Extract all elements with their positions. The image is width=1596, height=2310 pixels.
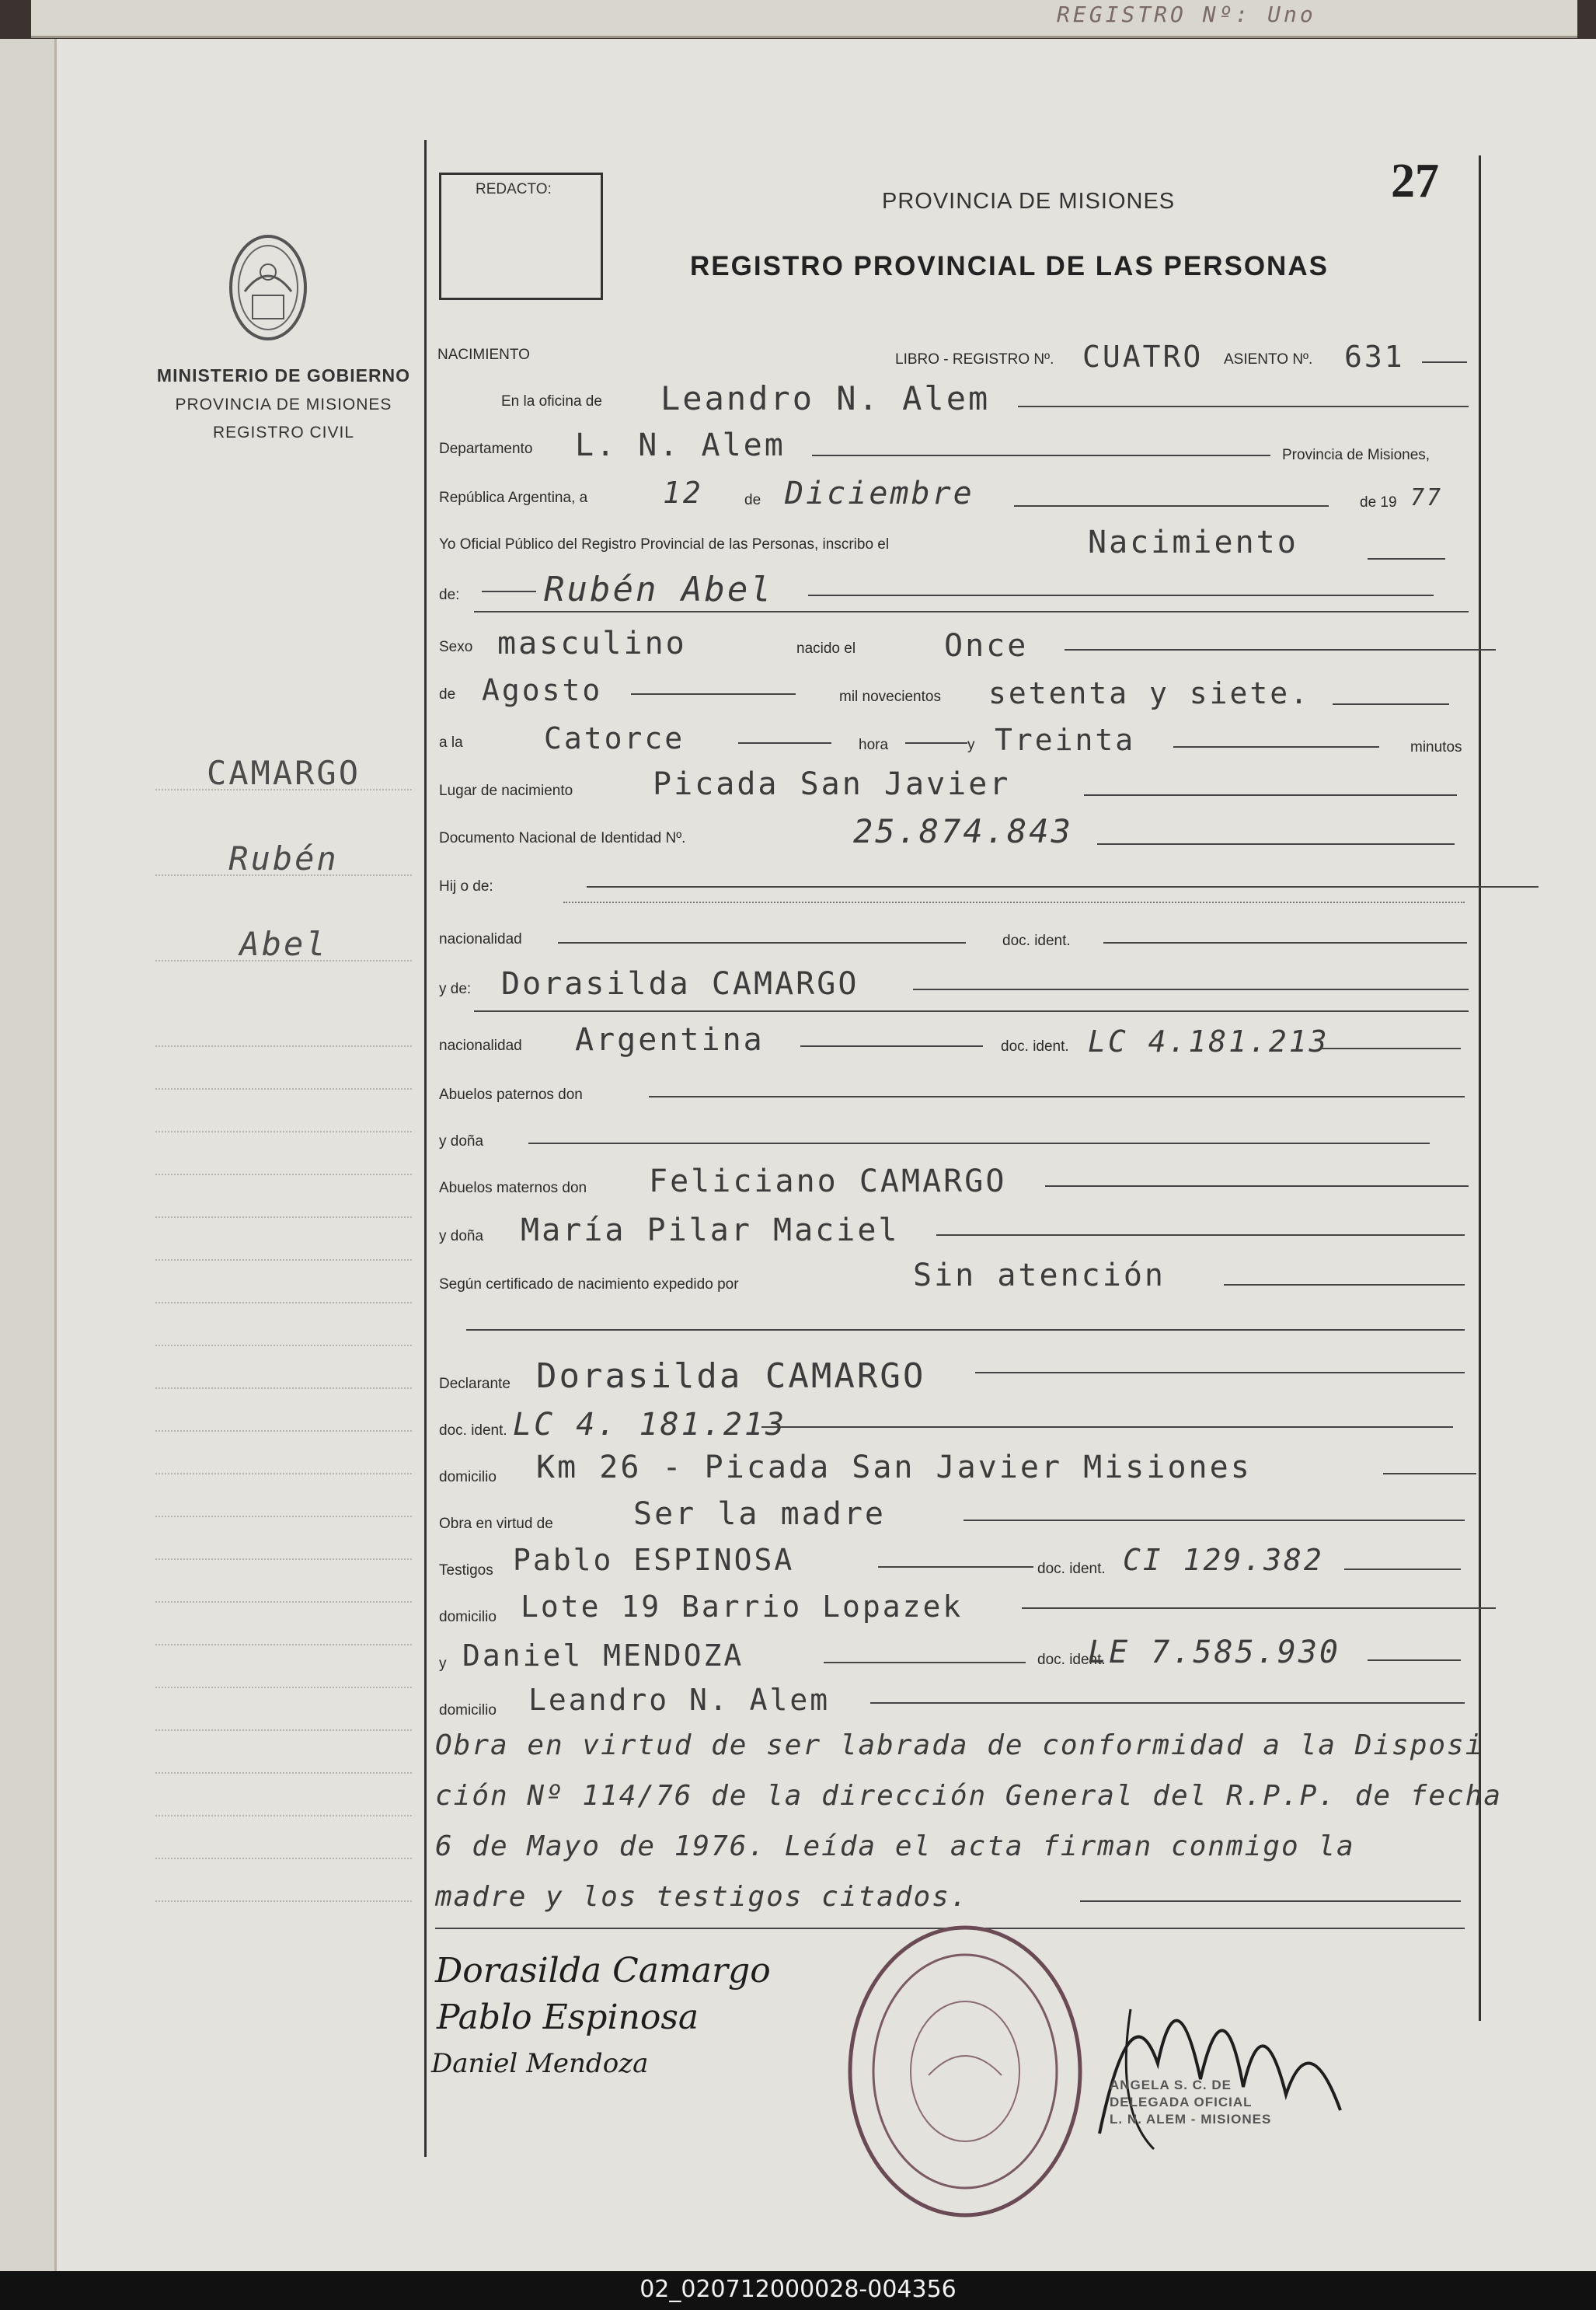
- libro-value: CUATRO: [1082, 340, 1204, 374]
- declarante-address: Km 26 - Picada San Javier Misiones: [536, 1450, 1252, 1485]
- testigos-label: Testigos: [439, 1562, 493, 1579]
- hora-label: hora: [859, 737, 889, 753]
- maternal-grandmother: María Pilar Maciel: [521, 1213, 900, 1248]
- registration-day: 12: [663, 476, 703, 510]
- ministry-block: [140, 365, 427, 442]
- province-coat-of-arms-icon: [225, 229, 311, 346]
- oficial-label: Yo Oficial Público del Registro Provincial de las Personas, inscribo el: [439, 536, 890, 553]
- record-type-label: NACIMIENTO: [437, 347, 530, 363]
- minutos-label: minutos: [1410, 739, 1462, 755]
- dni-label: Documento Nacional de Identidad Nº.: [439, 830, 686, 846]
- witness1-doc: CI 129.382: [1123, 1543, 1324, 1577]
- margin-surname: CAMARGO: [206, 754, 361, 792]
- mil-label: mil novecientos: [839, 689, 941, 705]
- docident-father-label: doc. ident.: [1002, 933, 1071, 949]
- abuelos-paternos-label: Abuelos paternos don: [439, 1087, 583, 1103]
- signature-witness1: Pablo Espinosa: [437, 1998, 699, 2037]
- domicilio-witness1-label: domicilio: [439, 1609, 497, 1625]
- nacionalidad-mother-label: nacionalidad: [439, 1038, 522, 1054]
- officer-location: L. N. ALEM - MISIONES: [1110, 2112, 1272, 2127]
- nacido-label: nacido el: [796, 640, 856, 657]
- asiento-value: 631: [1344, 340, 1405, 374]
- previous-sheet-edge: [31, 0, 1577, 38]
- de-month-label: de: [439, 686, 456, 703]
- birth-place: Picada San Javier: [653, 766, 1011, 802]
- docident-witness1-label: doc. ident.: [1037, 1561, 1106, 1577]
- provincia-label: Provincia de Misiones,: [1282, 447, 1430, 463]
- mother-nationality: Argentina: [575, 1022, 765, 1058]
- republica-label: República Argentina, a: [439, 490, 588, 506]
- docident-witness2-label: doc. ident.: [1037, 1652, 1106, 1668]
- dni-value: 25.874.843: [853, 812, 1073, 850]
- domicilio-declarante-label: domicilio: [439, 1469, 497, 1485]
- oficina-label: En la oficina de: [501, 393, 602, 410]
- province-header: PROVINCIA DE MISIONES: [882, 189, 1176, 214]
- declarante-label: Declarante: [439, 1376, 511, 1392]
- witness1-address: Lote 19 Barrio Lopazek: [521, 1589, 964, 1624]
- birth-month: Agosto: [482, 673, 603, 707]
- hijo-label: Hij o de:: [439, 878, 493, 895]
- sex-value: masculino: [497, 626, 687, 661]
- witness2-name: Daniel MENDOZA: [462, 1638, 744, 1673]
- official-seal-stamp: [843, 1920, 1088, 2223]
- maternal-grandfather: Feliciano CAMARGO: [649, 1164, 1007, 1199]
- docident-mother-label: doc. ident.: [1001, 1038, 1069, 1055]
- birth-hour: Catorce: [544, 721, 685, 755]
- observation-line: ción Nº 114/76 de la dirección General del R.P.P. de fecha: [435, 1780, 1503, 1812]
- officer-role: DELEGADA OFICIAL: [1110, 2095, 1253, 2109]
- abuelos-maternos-label: Abuelos maternos don: [439, 1180, 587, 1196]
- signature-mother: Dorasilda Camargo: [435, 1951, 771, 1991]
- registration-month: Diciembre: [785, 476, 974, 511]
- y-witness2-label: y: [439, 1656, 447, 1672]
- y-label: y: [967, 737, 975, 753]
- page-number: 27: [1391, 155, 1439, 208]
- previous-sheet-text: REGISTRO Nº: Uno: [1057, 2, 1316, 27]
- margin-first-name: Rubén: [228, 839, 339, 878]
- domicilio-witness2-label: domicilio: [439, 1702, 497, 1719]
- redacto-label: REDACTO:: [476, 181, 552, 197]
- ministry-registry: REGISTRO CIVIL: [212, 424, 355, 441]
- lugar-label: Lugar de nacimiento: [439, 783, 573, 799]
- observation-line: Obra en virtud de ser labrada de conformidad a la Disposi: [435, 1729, 1484, 1761]
- obra-label: Obra en virtud de: [439, 1516, 553, 1532]
- margin-second-name: Abel: [239, 925, 328, 963]
- mother-doc: LC 4.181.213: [1088, 1024, 1329, 1059]
- asiento-label: ASIENTO Nº.: [1224, 351, 1313, 368]
- declarante-doc: LC 4. 181.213: [513, 1407, 787, 1443]
- officer-name: ANGELA S. C. DE: [1110, 2078, 1232, 2092]
- y-dona-paternal-label: y doña: [439, 1133, 484, 1150]
- redacto-box: [439, 173, 603, 300]
- nacionalidad-father-label: nacionalidad: [439, 931, 522, 947]
- declarante-value: Dorasilda CAMARGO: [536, 1356, 926, 1396]
- y-dona-maternal-label: y doña: [439, 1228, 484, 1244]
- birth-year: setenta y siete.: [988, 676, 1311, 710]
- registration-year: 77: [1410, 484, 1444, 511]
- witness1-name: Pablo ESPINOSA: [513, 1543, 795, 1577]
- mother-name: Dorasilda CAMARGO: [501, 966, 859, 1002]
- y-de-label: y de:: [439, 981, 472, 997]
- scan-identifier: 02_020712000028-004356: [639, 2276, 957, 2303]
- form-left-border: [424, 140, 427, 2157]
- observation-line: madre y los testigos citados.: [435, 1881, 969, 1913]
- witness2-doc: LE 7.585.930: [1088, 1635, 1340, 1670]
- inscription-type: Nacimiento: [1088, 525, 1298, 560]
- ala-label: a la: [439, 735, 463, 751]
- officer-stamp-text: [1110, 2077, 1271, 2128]
- departamento-value: L. N. Alem: [575, 427, 786, 463]
- registry-title: REGISTRO PROVINCIAL DE LAS PERSONAS: [690, 251, 1329, 281]
- ministry-name: MINISTERIO DE GOBIERNO: [156, 365, 411, 386]
- birth-minutes: Treinta: [995, 723, 1136, 757]
- libro-label: LIBRO - REGISTRO Nº.: [895, 351, 1054, 368]
- certificado-label: Según certificado de nacimiento expedido por: [439, 1276, 739, 1293]
- departamento-label: Departamento: [439, 441, 533, 457]
- binding-edge: [0, 39, 57, 2277]
- de-name-label: de:: [439, 587, 460, 603]
- ministry-province: PROVINCIA DE MISIONES: [175, 396, 392, 413]
- anio-label: de 19: [1360, 494, 1397, 511]
- birth-day: Once: [944, 628, 1029, 664]
- certificado-value: Sin atención: [913, 1258, 1166, 1293]
- de-label: de: [744, 492, 761, 508]
- signature-witness2: Daniel Mendoza: [431, 2048, 649, 2079]
- child-name: Rubén Abel: [544, 570, 773, 609]
- witness2-address: Leandro N. Alem: [528, 1683, 831, 1717]
- obra-value: Ser la madre: [633, 1496, 886, 1532]
- docident-declarante-label: doc. ident.: [439, 1422, 507, 1439]
- sexo-label: Sexo: [439, 639, 473, 655]
- observation-line: 6 de Mayo de 1976. Leída el acta firman conmigo la: [435, 1830, 1355, 1862]
- oficina-value: Leandro N. Alem: [660, 379, 991, 417]
